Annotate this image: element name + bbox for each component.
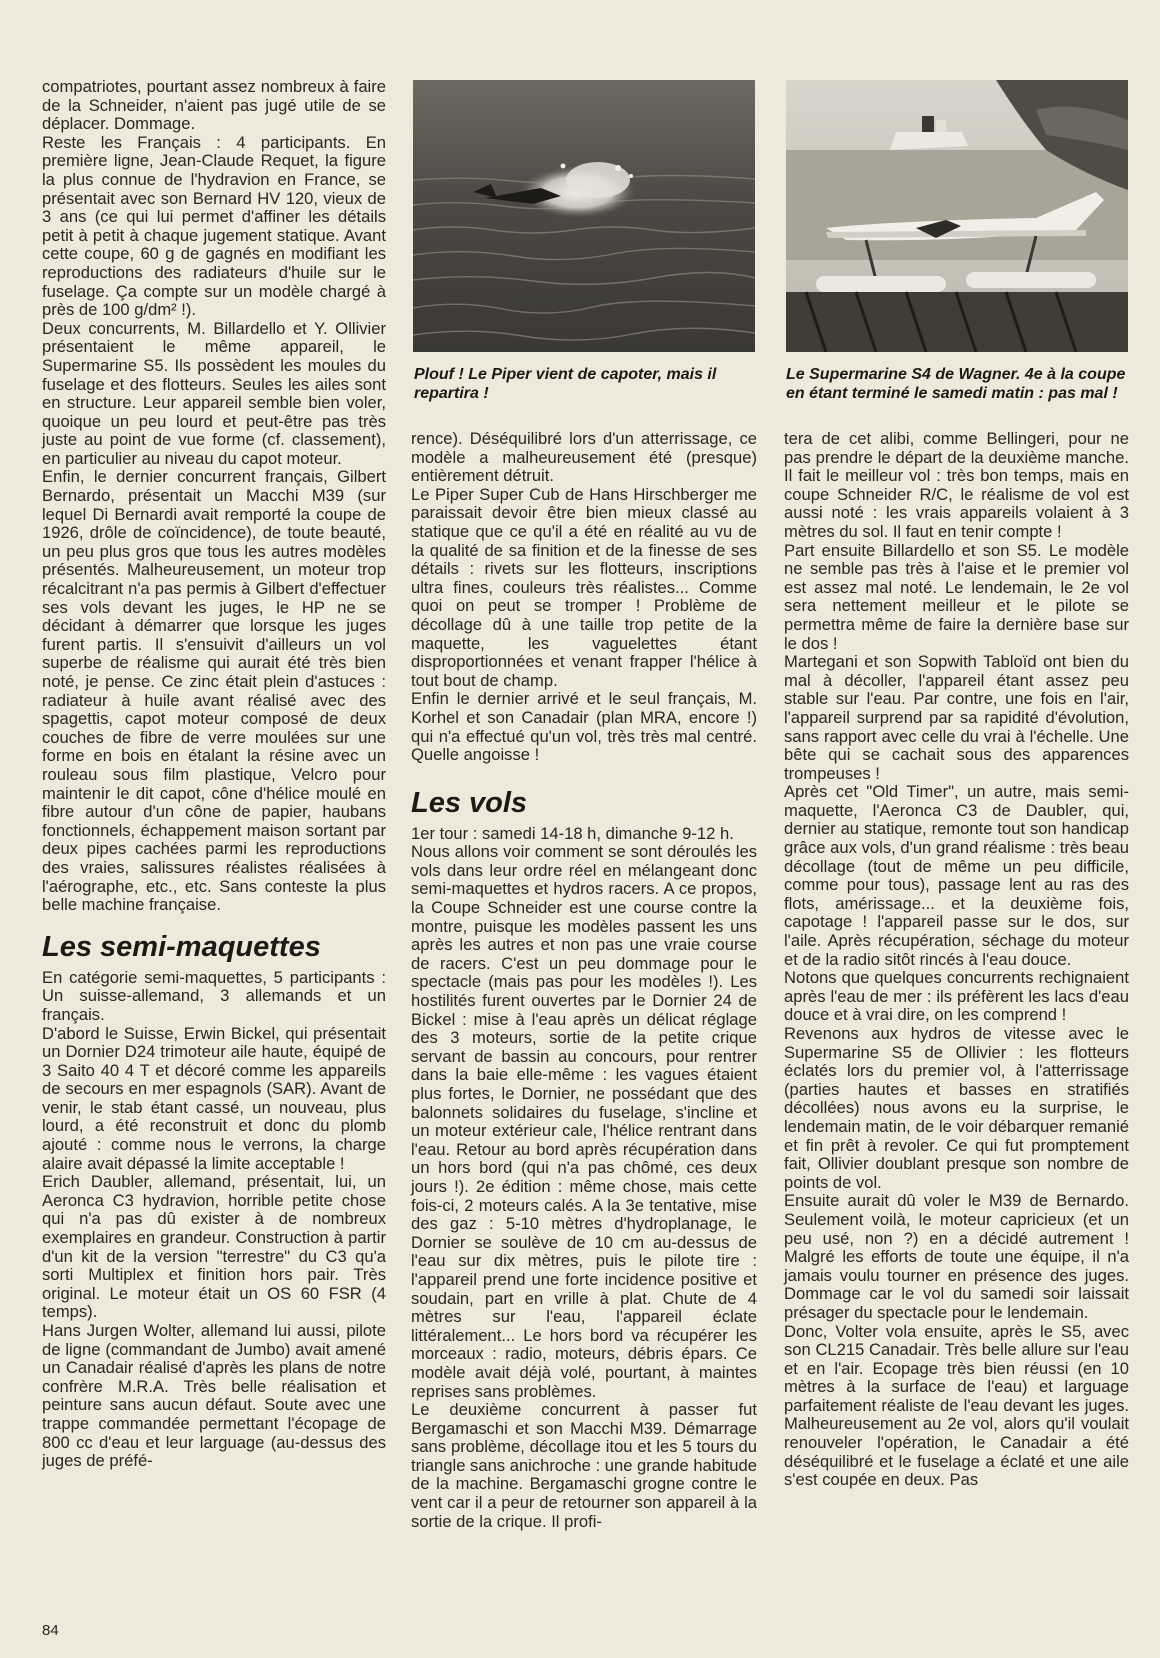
paragraph: 1er tour : samedi 14-18 h, dimanche 9-12 h.: [411, 823, 734, 843]
photo-supermarine-s4-image: [786, 80, 1128, 352]
paragraph: Reste les Français : 4 participants. En première ligne, Jean-Claude Requet, la figure la plus connue de l'hydravion en France, se présentait avec son Bernard HV 120, vieux de 3 ans (ce qui lui permet d'affiner les détails petit à petit à chaque jugement statique. Avant cette coupe, 60 g de gagnés en modifiant les reproductions des radiateurs d'huile sur le fuselage. Ça compte sur un modèle chargé à près de 100 g/dm² !).: [42, 132, 386, 320]
section-title-les-vols: Les vols: [411, 786, 528, 819]
photo-caption: Le Supermarine S4 de Wagner. 4e à la coupe en étant terminé le samedi matin : pas mal !: [786, 366, 1126, 402]
photo-supermarine-s4: [786, 80, 1128, 352]
photo-piper-splash: [413, 80, 755, 352]
paragraph: Le Piper Super Cub de Hans Hirschberger me paraissait devoir être bien mieux classé au statique que ce qu'il a été en réalité au vu de la qualité de sa finition et de la finesse de ses détails : rivets sur les flotteurs, inscriptions ultra fines, couleurs très réalistes... Comme quoi on peut se tromper ! Problème de décollage dû à une taille trop petite de la maquette, les vaguelettes étant disproportionnées et venant frapper l'hélice à tout bout de champ.: [411, 484, 757, 690]
page-number: 84: [42, 1622, 59, 1639]
paragraph: Après cet "Old Timer", un autre, mais semi-maquette, l'Aeronca C3 de Daubler, qui, dernier au statique, remonte tout son handicap grâce aux vols, d'un grand réalisme : très beau décollage (tout de même un peu difficile, comme pour tous), passage lent au ras des flots, amérissage... et la deuxième fois, capotage ! l'appareil passe sur le dos, sur l'aile. Après récupération, séchage du moteur et de la radio sitôt rincés à l'eau douce.: [784, 782, 1129, 969]
paragraph: Donc, Volter vola ensuite, après le S5, avec son CL215 Canadair. Très belle allure sur l'eau et en l'air. Ecopage très bien réussi (en 10 mètres à la surface de l'eau) et larguage parfaitement réaliste de l'eau devant les juges. Malheureusement au 2e vol, alors qu'il voulait renouveler l'opération, le Canadair a été déséquilibré et le fuselage a éclaté et une aile s'est coupée en deux. Pas: [784, 1321, 1129, 1490]
paragraph: Revenons aux hydros de vitesse avec le Supermarine S5 de Ollivier : les flotteurs éclatés lors du premier vol, à l'atterrissage (parties hautes et basses en stratifiés décollées) nous avons eu la surprise, le lendemain matin, de le voir débarquer remanié et fin prêt à revoler. Ce qui fut promptement fait, Ollivier doublant presque son nombre de points de vol.: [784, 1024, 1129, 1192]
paragraph: Notons que quelques concurrents rechignaient après l'eau de mer : ils préfèrent les lacs d'eau douce et à vrai dire, on les comprend !: [784, 968, 1129, 1025]
paragraph: tera de cet alibi, comme Bellingeri, pour ne pas prendre le départ de la deuxième manche. Il fait le meilleur vol : très bon temps, mais en coupe Schneider R/C, le réalisme de vol est aussi noté : les vrais appareils volaient à 3 mètres du sol. Il faut en tenir compte !: [784, 429, 1129, 541]
paragraph: Erich Daubler, allemand, présentait, lui, un Aeronca C3 hydravion, horrible petite chose qui n'a pas dû exister à de nombreux exemplaires en grandeur. Construction à partir d'un kit de la version "terrestre" du C3 qu'a sorti Multiplex et finition hors pair. Très original. Le moteur était un OS 60 FSR (4 temps).: [42, 1172, 386, 1322]
paragraph: rence). Déséquilibré lors d'un atterrissage, ce modèle a malheureusement été (presque) entièrement détruit.: [411, 429, 757, 486]
paragraph: Ensuite aurait dû voler le M39 de Bernardo. Seulement voilà, le moteur capricieux (et un peu usé, non ?) en a décidé autrement ! Malgré les efforts de toute une équipe, il n'a jamais voulu tourner en présence des juges. Dommage car le vol du samedi soir laissait présager du spectacle pour le lendemain.: [784, 1191, 1129, 1322]
paragraph: Nous allons voir comment se sont déroulés les vols dans leur ordre réel en mélangeant donc semi-maquettes et hydros racers. A ce propos, la Coupe Schneider est une course contre la montre, puisque les modèles passent les uns après les autres et non pas une vraie course de racers. C'est un peu dommage pour le spectacle (mais pas pour les modèles !). Les hostilités furent ouvertes par le Dornier 24 de Bickel : mise à l'eau après un délicat réglage des 3 moteurs, sortie de la petite crique servant de bassin au concours, pour rentrer dans la baie elle-même : les vagues étaient plus fortes, le Dornier, ne possédant que des balonnets solidaires du fuselage, s'incline et un moteur extérieur cale, l'hélice rentrant dans l'eau. Retour au bord après récupération dans un hors bord (qui n'a pas chômé, ces deux jours !). 2e édition : même chose, mais cette fois-ci, 2 moteurs calés. A la 3e tentative, mise des gaz : 5-10 mètres d'hydroplanage, le Dornier se soulève de 10 cm au-dessus de l'eau sur dix mètres, puis le pilote tire : l'appareil prend une forte incidence positive et soudain, part en vrille à plat. Chute de 4 mètres sur l'eau, l'appareil éclate littéralement... Le hors bord va récupérer les morceaux : radio, moteurs, débris épars. Ce modèle avait déjà volé, pourtant, à maintes reprises sans problèmes.: [411, 842, 757, 1401]
photo-caption: Plouf ! Le Piper vient de capoter, mais il repartira !: [414, 366, 717, 402]
column-3: [784, 430, 1129, 1490]
column-1: [42, 78, 386, 1471]
section-title-semi-maquettes: Les semi-maquettes: [42, 930, 321, 963]
paragraph: Enfin le dernier arrivé et le seul français, M. Korhel et son Canadair (plan MRA, encore !) qui n'a effectué qu'un vol, très très mal centré. Quelle angoisse !: [411, 689, 757, 765]
paragraph: Deux concurrents, M. Billardello et Y. Ollivier présentaient le même appareil, le Supermarine S5. Ils possèdent les moules du fuselage et des flotteurs. Seules les ailes sont en structure. Leur appareil semble bien voler, quoique un peu lourd et peut-être pas très juste au point de vue forme (cf. classement), en particulier au niveau du capot moteur.: [42, 318, 386, 468]
paragraph: compatriotes, pourtant assez nombreux à faire de la Schneider, n'aient pas jugé utile de se déplacer. Dommage.: [42, 77, 386, 134]
paragraph: D'abord le Suisse, Erwin Bickel, qui présentait un Dornier D24 trimoteur aile haute, équipé de 3 Saito 40 4 T et décoré comme les appareils de secours en mer espagnols (SAR). Avant de venir, le stab étant cassé, un nouveau, plus lourd, a été reconstruit et donc du plomb ajouté : comme nous le verrons, la charge alaire avait dépassé la limite acceptable !: [42, 1023, 386, 1173]
paragraph: Le deuxième concurrent à passer fut Bergamaschi et son Macchi M39. Démarrage sans problème, décollage itou et les 5 tours du triangle sans anichroche : une grande habitude de la machine. Bergamaschi grogne contre le vent car il a peur de retourner son appareil à la sortie de la crique. Il profi-: [411, 1400, 757, 1531]
paragraph: Martegani et son Sopwith Tabloïd ont bien du mal à décoller, l'appareil étant assez peu stable sur l'eau. Par contre, une fois en l'air, l'appareil surprend par sa rapidité d'évolution, sans rapport avec celle du vrai à l'échelle. Une bête qui se cachait sous des apparences trompeuses !: [784, 652, 1129, 783]
column-2: [411, 430, 757, 1531]
paragraph: Hans Jurgen Wolter, allemand lui aussi, pilote de ligne (commandant de Jumbo) avait amené un Canadair réalisé d'après les plans de notre confrère M.R.A. Très belle réalisation et peinture sans aucun défaut. Soute avec une trappe commandée permettant l'écopage de 800 cc d'eau et leur larguage (au-dessus des juges de préfé-: [42, 1321, 386, 1471]
paragraph: Part ensuite Billardello et son S5. Le modèle ne semble pas très à l'aise et le premier vol est assez mal noté. Le lendemain, le 2e vol sera nettement meilleur et le pilote se permettra même de faire la dernière base sur le dos !: [784, 540, 1129, 653]
photo-piper-splash-image: [413, 80, 755, 352]
paragraph: Enfin, le dernier concurrent français, Gilbert Bernardo, présentait un Macchi M39 (sur lequel Di Bernardi avait remporté la coupe de 1926, drôle de coïncidence), de toute beauté, un peu plus gros que tous les autres modèles présentés. Malheureusement, un moteur trop récalcitrant n'a pas permis à Gilbert d'effectuer ses vols devant les juges, le HP ne se décidant à démarrer que lorsque les juges furent partis. Il s'ensuivit d'ailleurs un vol superbe de réalisme qui aurait été très bien noté, je pense. Ce zinc était plein d'astuces : radiateur à huile avant réalisé avec des spagettis, capot moteur composé de deux couches de fibre de verre moulées sur une forme en bois en étalant la résine avec un rouleau sous film plastique, Velcro pour maintenir le dit capot, cône d'hélice moulé en fibre autour d'un cône de papier, haubans fonctionnels, échappement maison sortant par deux pipes cachées parmi les reproductions des vraies, salissures réalistes réalisées à l'aérographe, etc., etc. Sans conteste la plus belle machine française.: [42, 467, 386, 915]
paragraph: En catégorie semi-maquettes, 5 participants : Un suisse-allemand, 3 allemands et un français.: [42, 967, 386, 1024]
